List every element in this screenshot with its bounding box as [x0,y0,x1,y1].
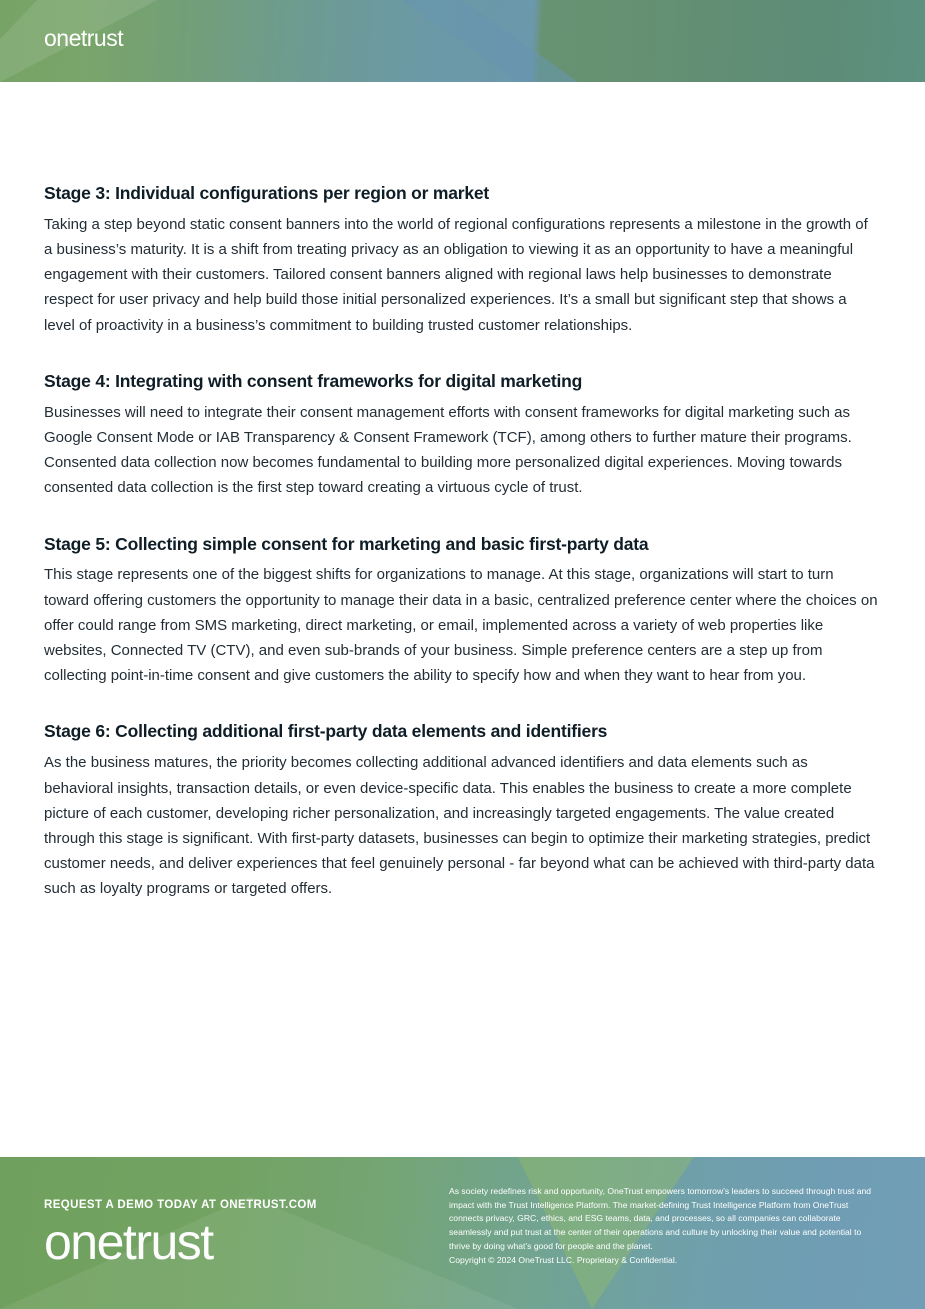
copyright-notice: Copyright © 2024 OneTrust LLC. Proprietary & Confidential. [449,1254,678,1265]
section-stage-3 [44,183,881,338]
section-heading: Stage 5: Collecting simple consent for marketing and basic first-party data [44,533,649,554]
section-heading: Stage 3: Individual configurations per region or market [44,183,490,203]
company-description: As society redefines risk and opportunity, OneTrust empowers tomorrow’s leaders to succeed through trust and impact with the Trust Intelligence Platform. The market-defining Trust Intelligence Platform from OneTrust connects privacy, GRC, ethics, and ESG teams, data, and processes, so all companies can collaborate seamlessly and put trust at the center of their operations and culture by unlocking their value and potential to thrive by doing what’s good for people and the planet. [449,1186,872,1251]
section-heading: Stage 4: Integrating with consent frameworks for digital marketing [44,370,583,391]
footer-banner [0,1157,925,1309]
onetrust-logo-large: onetrust [44,1214,213,1270]
section-heading: Stage 6: Collecting additional first-party data elements and identifiers [44,721,608,742]
request-demo-link[interactable]: REQUEST A DEMO TODAY AT ONETRUST.COM [44,1199,317,1211]
section-body-text: Taking a step beyond static consent banners into the world of regional configurations represents a milestone in the growth of a business’s maturity. It is a shift from treating privacy as an obligation to viewing it as an opportunity to have a meaningful engagement with their customers. Tailored consent banners aligned with regional laws help businesses to demonstrate respect for user privacy and help build those initial personalized experiences. It’s a small but significant step that shows a level of proactivity in a business’s commitment to building trusted customer relationships. [44,215,868,334]
section-body-text: Businesses will need to integrate their consent management efforts with consent frameworks for digital marketing such as Google Consent Mode or IAB Transparency & Consent Framework (TCF), among others to further mature their programs. Consented data collection now becomes fundamental to building more personalized digital experiences. Moving towards consented data collection is the first step toward creating a virtuous cycle of trust. [44,403,852,497]
section-body-text: As the business matures, the priority becomes collecting additional advanced identifiers and data elements such as behavioral insights, transaction details, or even device-specific data. This enables the business to create a more complete picture of each customer, developing richer personalization, and increasingly targeted engagements. The value created through this stage is significant. With first-party datasets, businesses can begin to optimize their marketing strategies, predict customer needs, and deliver experiences that feel genuinely personal - far beyond what can be achieved with third-party data such as loyalty programs or targeted offers. [44,754,875,898]
header-banner [0,0,925,82]
footer-legal-block [449,1185,879,1267]
section-stage-5 [44,534,881,689]
section-stage-6 [44,721,881,901]
onetrust-logo: onetrust [44,25,124,51]
header-gradient-shape [0,0,925,82]
section-body-text: This stage represents one of the biggest shifts for organizations to manage. At this stage, organizations will start to turn toward offering customers the opportunity to manage their data in a basic, centralized preference center where the choices on offer could range from SMS marketing, direct marketing, or email, implemented across a variety of web properties like websites, Connected TV (CTV), and even sub-brands of your business. Simple preference centers are a step up from collecting point-in-time consent and give customers the ability to specify how and when they want to hear from you. [44,566,878,685]
section-stage-4 [44,371,881,501]
document-content [0,82,925,935]
